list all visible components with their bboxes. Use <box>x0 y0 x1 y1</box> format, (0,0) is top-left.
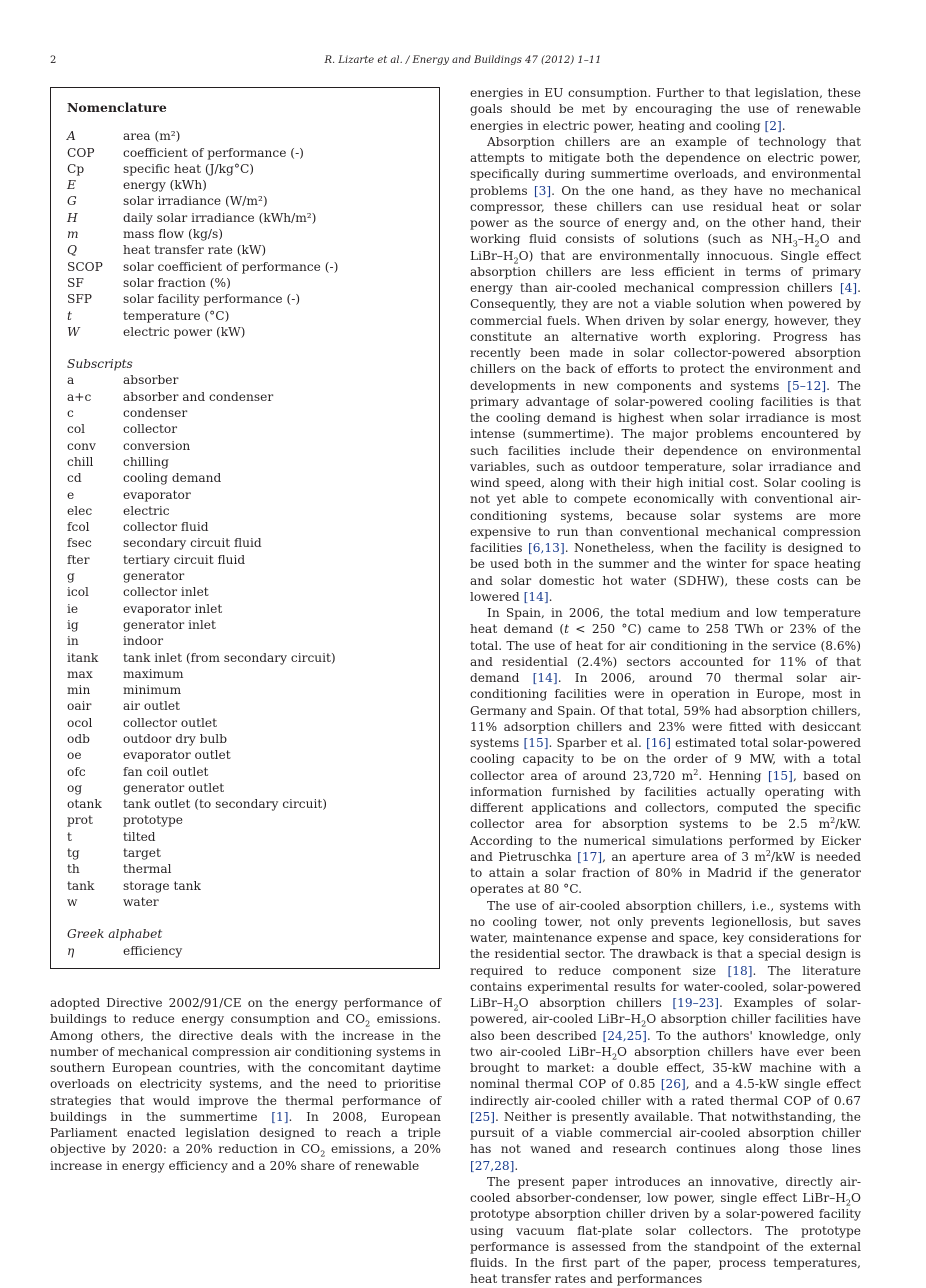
entry-symbol: c <box>67 406 74 421</box>
nomenclature-entry <box>67 650 425 666</box>
citation-link[interactable]: [16] <box>646 736 672 750</box>
citation-link[interactable]: [15] <box>767 768 793 783</box>
entry-symbol: m <box>67 227 79 242</box>
citation-link[interactable]: [25] <box>470 1109 496 1124</box>
entry-symbol: COP <box>67 145 95 160</box>
nomenclature-entry <box>67 682 425 698</box>
nomenclature-entry <box>67 128 425 144</box>
text-run: /kW is needed to attain a solar fraction of 80% in Madrid if the generator operates at 80 °C. <box>470 849 861 897</box>
entry-definition: collector outlet <box>123 715 218 730</box>
entry-definition: outdoor dry bulb <box>123 731 227 746</box>
nomenclature-entry <box>67 454 425 470</box>
nomenclature-entry <box>67 519 425 535</box>
text-run: . Examples of solar-powered, air-cooled LiBr–H <box>470 996 861 1027</box>
nomenclature-entry <box>67 812 425 828</box>
text-run: 3 <box>792 239 798 249</box>
entry-definition: condenser <box>123 406 188 421</box>
entry-definition: solar facility performance (-) <box>123 292 301 307</box>
text-run: 2 <box>513 1003 519 1013</box>
text-run: 2 <box>830 816 836 826</box>
text-run: . In 2008, European Parliament enacted legislation designed to reach a triple objective by 2020: a 20% reduction in CO <box>50 1109 442 1157</box>
text-run: . Neither is presently available. That notwithstanding, the pursuit of a viable commercial air-cooled absorption chiller has not waned and research continues along those lines <box>470 1109 861 1157</box>
entry-definition: fan coil outlet <box>123 764 209 779</box>
nomenclature-entry <box>67 210 425 226</box>
entry-symbol: fsec <box>67 536 92 551</box>
right-column-text <box>470 85 861 1288</box>
entry-definition: area (m²) <box>123 129 181 144</box>
nomenclature-entry <box>67 470 425 486</box>
nomenclature-entry <box>67 764 425 780</box>
entry-symbol: col <box>67 422 86 437</box>
nomenclature-entry <box>67 177 425 193</box>
nomenclature-entry <box>67 161 425 177</box>
nomenclature-entry <box>67 193 425 209</box>
entry-definition: daily solar irradiance (kWh/m²) <box>123 210 317 225</box>
entry-symbol: g <box>67 569 75 584</box>
entry-symbol: a+c <box>67 389 92 404</box>
entry-definition: solar fraction (%) <box>123 275 231 290</box>
entry-symbol: min <box>67 683 91 698</box>
entry-symbol: H <box>67 210 78 225</box>
citation-link[interactable]: [6,13] <box>528 541 565 555</box>
text-run: Absorption chillers are an example of technology that attempts to mitigate both the dependence on electric power, specifically during summertime overloads, and environmental problems <box>470 134 861 198</box>
citation-link[interactable]: [24,25] <box>602 1028 647 1043</box>
text-run: O absorption chillers <box>518 996 673 1010</box>
nomenclature-entry <box>67 633 425 649</box>
text-run: O and LiBr–H <box>470 232 861 263</box>
text-run: . Henning <box>698 768 768 783</box>
nomenclature-entry <box>67 535 425 551</box>
nomenclature-entry <box>67 421 425 437</box>
body-paragraph <box>50 995 441 1174</box>
entry-definition: solar coefficient of performance (-) <box>123 259 339 274</box>
entry-definition: cooling demand <box>123 471 222 486</box>
entry-definition: coefficient of performance (-) <box>123 145 304 160</box>
text-run: , based on information furnished by facilities actually operating with different applications and collectors, computed the specific collector area for absorption systems to be 2.5 m <box>470 768 861 832</box>
entry-symbol: SCOP <box>67 259 103 274</box>
nomenclature-entry <box>67 291 425 307</box>
entry-definition: evaporator outlet <box>123 748 231 763</box>
subscript-list <box>67 372 425 910</box>
entry-symbol: SFP <box>67 292 93 307</box>
text-run: , an aperture area of 3 m <box>602 849 766 864</box>
nomenclature-entry <box>67 324 425 340</box>
nomenclature-entry <box>67 829 425 845</box>
text-run: . To the authors' knowledge, only two air-cooled LiBr–H <box>470 1028 861 1059</box>
left-column-text <box>50 995 441 1174</box>
entry-symbol: E <box>67 178 76 193</box>
text-run: t <box>564 622 569 637</box>
entry-symbol: tank <box>67 878 95 893</box>
entry-symbol: fcol <box>67 520 90 535</box>
entry-definition: air outlet <box>123 699 180 714</box>
nomenclature-entry <box>67 780 425 796</box>
nomenclature-entry <box>67 731 425 747</box>
text-run: < 250 °C) came to 258 TWh or 23% of the total. The use of heat for air conditioning in the service (8.6%) and residential (2.4%) sectors accounted for 11% of that demand <box>470 622 861 685</box>
entry-definition: thermal <box>123 862 172 877</box>
entry-definition: target <box>123 846 161 861</box>
text-run: 2 <box>611 1052 618 1062</box>
text-run: . The literature contains experimental results for water-cooled, solar-powered LiBr–H <box>470 963 861 1010</box>
entry-definition: minimum <box>123 683 182 698</box>
entry-symbol: prot <box>67 813 93 828</box>
nomenclature-entry <box>67 259 425 275</box>
entry-definition: collector inlet <box>123 585 209 600</box>
entry-definition: electric power (kW) <box>123 324 246 339</box>
entry-definition: mass flow (kg/s) <box>123 227 224 242</box>
entry-definition: chilling <box>123 454 169 469</box>
entry-symbol: ig <box>67 617 79 632</box>
citation-link[interactable]: [2] <box>764 118 782 133</box>
nomenclature-entry <box>67 861 425 877</box>
nomenclature-entry <box>67 145 425 161</box>
entry-definition: generator inlet <box>123 617 216 632</box>
nomenclature-entry <box>67 389 425 405</box>
nomenclature-entry <box>67 568 425 584</box>
citation-link[interactable]: [14] <box>523 589 549 604</box>
citation-link[interactable]: [1] <box>271 1109 289 1124</box>
text-run: /kW. According to the numerical simulations performed by Eicker and Pietruschka <box>470 817 861 864</box>
entry-symbol: Cp <box>67 161 85 176</box>
entry-symbol: SF <box>67 275 84 290</box>
nomenclature-entry <box>67 845 425 861</box>
nomenclature-entry <box>67 715 425 731</box>
text-run: 2 <box>641 1019 647 1029</box>
subscripts-title: Subscripts <box>67 357 133 372</box>
running-head: R. Lizarte et al. / Energy and Buildings 47 (2012) 1–11 <box>324 55 602 66</box>
entry-symbol: A <box>67 129 76 144</box>
entry-symbol: chill <box>67 454 94 469</box>
nomenclature-entry <box>67 308 425 324</box>
entry-definition: tank outlet (to secondary circuit) <box>123 797 328 812</box>
text-run: . Nonetheless, when the facility is designed to be used both in the summer and the winter for space heating and solar domestic hot water (SDHW), these costs can be lowered <box>470 541 862 604</box>
nomenclature-entry <box>67 584 425 600</box>
entry-definition: electric <box>123 503 170 518</box>
body-paragraph <box>470 1174 861 1288</box>
citation-link[interactable]: [27,28] <box>470 1158 515 1173</box>
body-paragraph <box>470 134 861 605</box>
entry-definition: temperature (°C) <box>123 308 230 323</box>
citation-link[interactable]: [19–23] <box>672 996 719 1010</box>
text-run: 2 <box>365 1019 371 1029</box>
text-run: 2 <box>320 1149 326 1159</box>
text-run: O prototype absorption chiller driven by a solar-powered facility using vacuum flat-plate solar collectors. The prototype performance is assessed from the standpoint of the external fluids. In the first part of the paper, process temperatures, heat transfer rates and performances <box>470 1191 861 1287</box>
citation-link[interactable]: [5–12] <box>787 378 827 393</box>
nomenclature-entry <box>67 894 425 910</box>
entry-definition: water <box>123 894 159 909</box>
citation-link[interactable]: [17] <box>577 849 603 864</box>
entry-symbol: ie <box>67 601 79 616</box>
entry-symbol: η <box>67 943 75 958</box>
entry-symbol: w <box>67 894 78 909</box>
text-run: adopted Directive 2002/91/CE on the energy performance of buildings to reduce energy consumption and CO <box>50 996 441 1027</box>
text-run: . Consequently, they are not a viable solution when powered by commercial fuels. When driven by solar energy, however, they constitute an alternative worth exploring. Progress has recently been made in solar collector-powered absorption chillers on the back of efforts to protect the environment and developments in new components and systems <box>470 281 861 393</box>
citation-link[interactable]: [18] <box>727 963 753 978</box>
symbol-list <box>67 128 425 340</box>
text-run: O) that are environmentally innocuous. Single effect absorption chillers are less efficient in terms of primary energy than air-cooled mechanical compression chillers <box>470 248 861 295</box>
body-paragraph <box>470 605 861 898</box>
nomenclature-entry <box>67 438 425 454</box>
nomenclature-entry <box>67 666 425 682</box>
entry-symbol: icol <box>67 585 89 600</box>
nomenclature-entry <box>67 747 425 763</box>
entry-definition: evaporator <box>123 487 191 502</box>
entry-definition: indoor <box>123 634 164 649</box>
entry-definition: collector fluid <box>123 520 209 535</box>
citation-link[interactable]: [14] <box>532 671 558 685</box>
nomenclature-entry <box>67 503 425 519</box>
entry-definition: storage tank <box>123 878 201 893</box>
text-run: . Sparber et al. <box>548 736 647 750</box>
entry-definition: prototype <box>123 813 183 828</box>
entry-definition: tank inlet (from secondary circuit) <box>123 650 336 665</box>
text-run: O absorption chiller facilities have also been described <box>470 1012 862 1043</box>
entry-definition: secondary circuit fluid <box>123 536 262 551</box>
nomenclature-entry <box>67 878 425 894</box>
nomenclature-entry <box>67 242 425 258</box>
entry-symbol: og <box>67 780 83 795</box>
entry-symbol: G <box>67 194 77 209</box>
text-run: . <box>781 118 786 133</box>
entry-definition: specific heat (J/kg°C) <box>123 161 255 176</box>
text-run: . <box>548 589 553 604</box>
entry-definition: solar irradiance (W/m²) <box>123 194 268 209</box>
entry-definition: collector <box>123 422 178 437</box>
entry-symbol: th <box>67 862 80 877</box>
entry-symbol: fter <box>67 552 90 567</box>
entry-symbol: cd <box>67 471 82 486</box>
text-run: In Spain, in 2006, the total medium and low temperature heat demand ( <box>470 606 861 637</box>
nomenclature-entry <box>67 698 425 714</box>
text-run: The present paper introduces an innovative, directly air-cooled absorber-condenser, low power, single effect LiBr–H <box>470 1174 861 1205</box>
body-paragraph <box>470 898 861 1174</box>
entry-symbol: Q <box>67 243 77 258</box>
text-run: 2 <box>845 1198 851 1208</box>
nomenclature-entry <box>67 796 425 812</box>
text-run: 2 <box>765 848 772 858</box>
nomenclature-entry <box>67 552 425 568</box>
entry-symbol: oair <box>67 699 92 714</box>
entry-symbol: in <box>67 634 79 649</box>
entry-symbol: max <box>67 666 93 681</box>
entry-definition: generator outlet <box>123 780 225 795</box>
entry-symbol: tg <box>67 846 80 861</box>
entry-definition: tilted <box>123 829 156 844</box>
entry-symbol: itank <box>67 650 99 665</box>
entry-symbol: a <box>67 373 75 388</box>
greek-list <box>67 943 425 959</box>
entry-definition: absorber and condenser <box>123 389 274 404</box>
nomenclature-entry <box>67 226 425 242</box>
entry-symbol: t <box>67 829 72 844</box>
entry-symbol: W <box>67 324 80 339</box>
entry-symbol: elec <box>67 503 93 518</box>
text-run: , and a 4.5-kW single effect indirectly air-cooled chiller with a rated thermal COP of 0.67 <box>470 1077 861 1108</box>
entry-symbol: e <box>67 487 75 502</box>
entry-definition: energy (kWh) <box>123 178 207 193</box>
entry-definition: tertiary circuit fluid <box>123 552 246 567</box>
citation-link[interactable]: [3] <box>533 183 552 198</box>
entry-definition: generator <box>123 569 185 584</box>
nomenclature-box <box>50 87 440 969</box>
text-run: 2 <box>814 239 820 249</box>
entry-definition: efficiency <box>123 943 183 958</box>
text-run: The use of air-cooled absorption chillers, i.e., systems with no cooling tower, not only prevents legionellosis, but saves water, maintenance expense and space, key considerations for the residential sector. The drawback is that a special design is required to reduce component size <box>470 898 861 978</box>
entry-symbol: conv <box>67 438 96 453</box>
entry-definition: heat transfer rate (kW) <box>123 243 267 258</box>
citation-link[interactable]: [4] <box>839 281 858 295</box>
text-run: O absorption chillers have ever been brought to market: a double effect, 35-kW machine with a nominal thermal COP of 0.85 <box>470 1044 861 1092</box>
citation-link[interactable]: [15] <box>523 736 549 750</box>
entry-symbol: odb <box>67 731 90 746</box>
entry-symbol: ofc <box>67 764 86 779</box>
entry-definition: maximum <box>123 666 184 681</box>
entry-definition: conversion <box>123 438 191 453</box>
nomenclature-entry <box>67 943 425 959</box>
text-run: . The primary advantage of solar-powered cooling facilities is that the cooling demand is highest when solar irradiance is most intense (summertime). The major problems encountered by such facilities include their dependence on environmental variables, such as outdoor temperature, solar irradiance and wind speed, along with their high initial cost. Solar cooling is not yet able to compete economically with conventional air-conditioning systems, because solar systems are more expensive to run than conventional mechanical compression facilities <box>470 378 861 555</box>
entry-symbol: oe <box>67 748 82 763</box>
citation-link[interactable]: [26] <box>660 1077 686 1092</box>
body-paragraph <box>470 85 861 134</box>
page-number: 2 <box>50 55 57 66</box>
greek-title: Greek alphabet <box>67 927 163 942</box>
nomenclature-entry <box>67 601 425 617</box>
entry-symbol: otank <box>67 797 102 812</box>
text-run: estimated total solar-powered cooling capacity to be on the order of 9 MW, with a total collector area of around 23,720 m <box>470 736 861 783</box>
nomenclature-entry <box>67 487 425 503</box>
nomenclature-entry <box>67 405 425 421</box>
text-run: . On the one hand, as they have no mechanical compressor, these chillers can use residual heat or solar power as the source of energy and, on the other hand, their working fluid consists of solutions (such as NH <box>470 183 862 247</box>
text-run: emissions, a 20% increase in energy efficiency and a 20% share of renewable <box>50 1142 441 1173</box>
text-run: –H <box>797 232 815 247</box>
nomenclature-entry <box>67 372 425 388</box>
text-run: . In 2006, around 70 thermal solar air-conditioning facilities were in operation in Europe, most in Germany and Spain. Of that total, 59% had absorption chillers, 11% adsorption chillers and 23% were fitted with desiccant systems <box>470 671 861 750</box>
text-run: 2 <box>513 255 519 265</box>
text-run: emissions. Among others, the directive deals with the increase in the number of mechanical compression air conditioning systems in southern European countries, with the concomitant daytime overloads on electricity systems, and the need to prioritise strategies that would improve the thermal performance of buildings in the summertime <box>50 1012 441 1124</box>
entry-symbol: ocol <box>67 715 93 730</box>
entry-definition: evaporator inlet <box>123 601 223 616</box>
text-run: . <box>514 1158 519 1173</box>
entry-symbol: t <box>67 308 72 323</box>
nomenclature-title: Nomenclature <box>67 100 167 115</box>
text-run: 2 <box>693 767 699 777</box>
entry-definition: absorber <box>123 373 179 388</box>
text-run: energies in EU consumption. Further to that legislation, these goals should be met by encouraging the use of renewable energies in electric power, heating and cooling <box>470 86 861 133</box>
nomenclature-entry <box>67 617 425 633</box>
nomenclature-entry <box>67 275 425 291</box>
